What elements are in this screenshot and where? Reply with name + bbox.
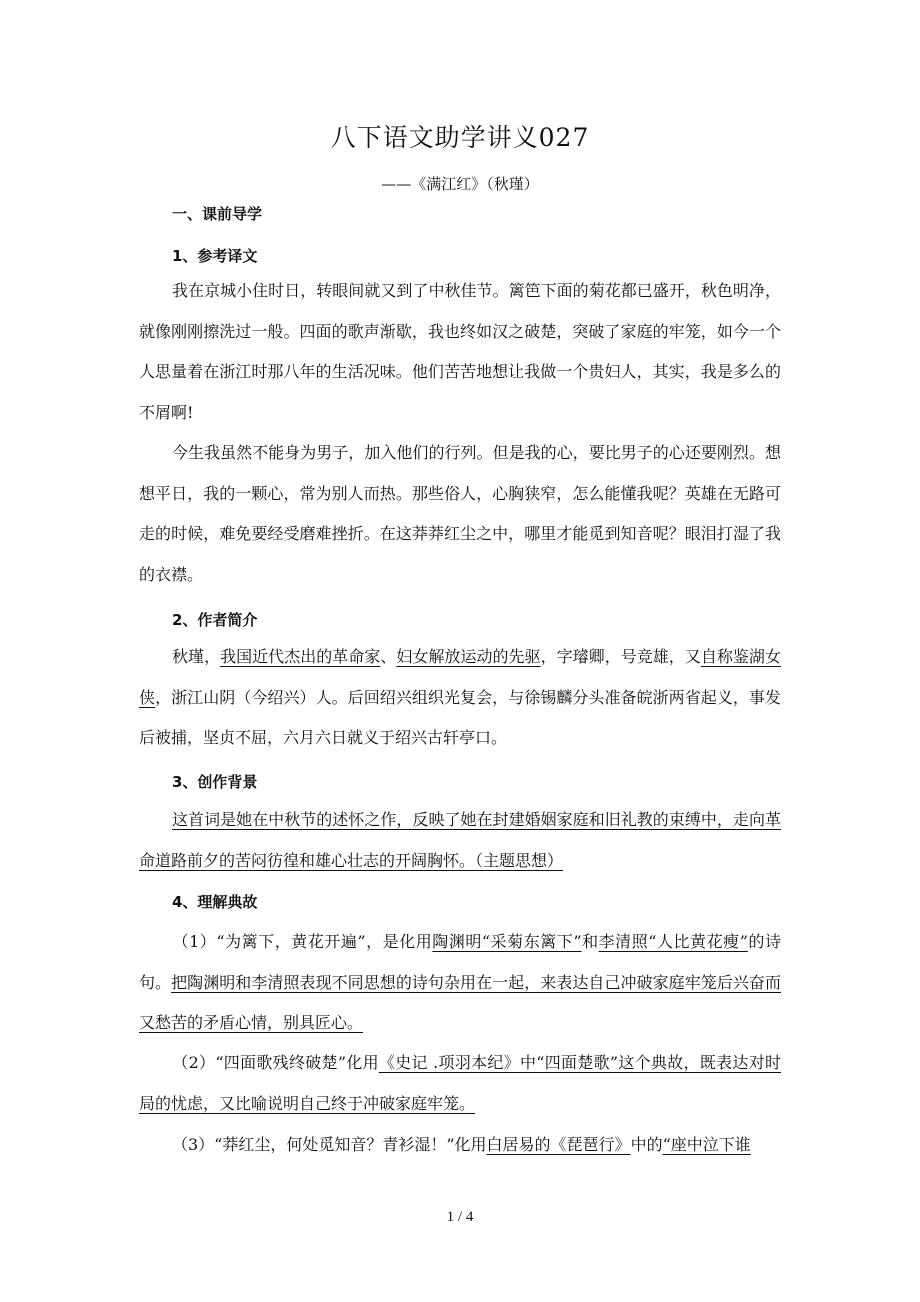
translation-text-1: 我在京城小住时日，转眼间就又到了中秋佳节。篱笆下面的菊花都已盛开，秋色明净，就像刚刚擦洗过一般。四面的歌声渐歇，我也终如汉之破楚，突破了家庭的牢笼，如今一个人思量着在浙江时那八年的生活况味。他们苦苦地想让我做一个贵妇人，其实，我是多么的不屑啊!: [139, 281, 781, 423]
allusion-2: [139, 1043, 781, 1124]
allusion-2-explanation: 《史记 .项羽本纪》中“四面楚歌”这个典故，既表达对时局的忧虑，又比喻说明自己终于冲破家庭牢笼。: [139, 1053, 781, 1113]
background-text: 这首词是她在中秋节的述怀之作，反映了她在封建婚姻家庭和旧礼教的束缚中，走向革命道路前夕的苦闷彷徨和雄心壮志的开阔胸怀。（主题思想）: [139, 810, 781, 870]
author-paragraph: [139, 637, 781, 759]
author-biography: ，浙江山阴（今绍兴）人。后回绍兴组织光复会，与徐锡麟分头准备皖浙两省起义，事发后被捕，坚贞不屈，六月六日就义于绍兴古轩亭口。: [139, 687, 781, 748]
document-title: 八下语文助学讲义027: [330, 123, 590, 152]
allusion-1-mid: 的诗句。: [139, 932, 781, 992]
subheading-author: 2、作者简介: [172, 611, 258, 629]
subheading-translation: 1、参考译文: [172, 247, 258, 265]
author-name: 秋瑾，: [172, 647, 221, 666]
allusion-1-li-qingzhao: 李清照“人比黄花瘦”: [598, 932, 748, 951]
author-separator: 、: [380, 647, 397, 666]
translation-paragraph-2: [139, 433, 781, 596]
allusion-3-mid: 中的: [630, 1135, 663, 1154]
allusion-1-tao-yuanming: 陶渊明“采菊东篱下”: [432, 932, 582, 951]
author-highlight-self-title: 自称鉴湖女侠: [139, 647, 781, 707]
author-highlight-pioneer: 妇女解放运动的先驱: [396, 647, 541, 666]
allusion-3: [139, 1125, 781, 1166]
author-courtesy-names: ，字璿卿，号竞雄，又: [540, 647, 701, 666]
allusion-3-quote: “座中泣下谁: [662, 1135, 751, 1154]
allusion-3-bai-juyi: 白居易的《琵琶行》: [486, 1135, 631, 1154]
allusion-1: [139, 922, 781, 1044]
allusion-1-and: 和: [581, 932, 599, 951]
page-number: 1 / 4: [446, 1209, 474, 1225]
section-heading-preview: 一、课前导学: [172, 205, 263, 223]
allusion-1-explanation: 把陶渊明和李清照表现不同思想的诗句杂用在一起，来表达自己冲破家庭牢笼后兴奋而又愁苦的矛盾心情，别具匠心。: [139, 972, 781, 1033]
translation-text-2: 今生我虽然不能身为男子，加入他们的行列。但是我的心，要比男子的心还要刚烈。想想平日，我的一颗心，常为别人而热。那些俗人，心胸狭窄，怎么能懂我呢？英雄在无路可走的时候，难免要经受磨难挫折。在这莽莽红尘之中，哪里才能觅到知音呢？眼泪打湿了我的衣襟。: [139, 443, 781, 585]
document-subtitle: ——《满江红》（秋瑾）: [381, 175, 539, 193]
allusion-3-intro: （3）“莽红尘，何处觅知音？青衫湿！”化用: [172, 1135, 487, 1154]
author-highlight-revolutionary: 我国近代杰出的革命家: [220, 647, 381, 666]
allusion-1-intro: （1）“为篱下，黄花开遍”，是化用: [172, 932, 433, 951]
allusion-2-intro: （2）“四面歌残终破楚”化用: [172, 1053, 379, 1072]
subheading-background: 3、创作背景: [172, 773, 258, 791]
background-paragraph: [139, 800, 781, 881]
translation-paragraph-1: [139, 271, 781, 434]
subheading-allusions: 4、理解典故: [172, 893, 258, 911]
